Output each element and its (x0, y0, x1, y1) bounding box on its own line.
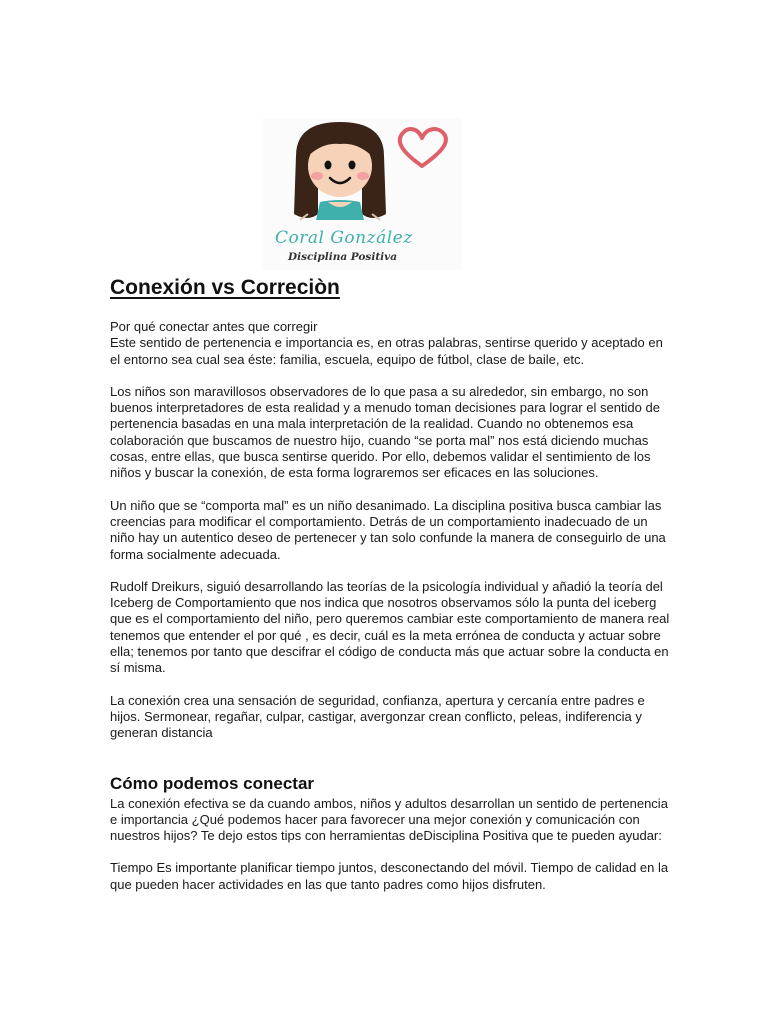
paragraph: Rudolf Dreikurs, siguió desarrollando las teorías de la psicología individual y añadió la teoría del Iceberg de Comportamiento que nos indica que nosotros observamos sólo la punta del iceberg que es el comportamiento del niño, pero queremos cambiar este comportamiento de manera real tenemos que entender el por qué , es decir, cuál es la meta errónea de conducta y actuar sobre ella; tenemos por tanto que descifrar el código de conducta más que actuar sobre la conducta en sí misma. (110, 578, 670, 676)
article-title: Conexión vs Correciòn (110, 276, 340, 299)
heart-outline-icon (394, 124, 450, 172)
paragraph: Tiempo Es importante planificar tiempo juntos, desconectando del móvil. Tiempo de calidad en la que pueden hacer actividades en las que tanto padres como hijos disfruten. (110, 860, 669, 892)
article-body (110, 273, 670, 893)
paragraph: Un niño que se “comporta mal” es un niño desanimado. La disciplina positiva busca cambiar las creencias para modificar el comportamiento. Detrás de un comportamiento inadecuado de un niño hay un autentico deseo de pertenecer y tan solo confunde la manera de conseguirlo de una forma socialmente adecuada. (110, 497, 666, 562)
brand-subtitle: Disciplina Positiva (288, 251, 398, 263)
intro-heading: Por qué conectar antes que corregir (110, 319, 318, 334)
paragraph: Los niños son maravillosos observadores de lo que pasa a su alrededor, sin embargo, no son buenos interpretadores de esta realidad y a menudo toman decisiones para lograr el sentido de pertenencia basadas en una mala interpretación de la realidad. Cuando no obtenemos esa colaboración que buscamos de nuestro hijo, cuando “se porta mal” nos está diciendo muchas cosas, entre ellas, que busca sentirse querido. Por ello, debemos validar el sentimiento de los niños y buscar la conexión, de esta forma lograremos ser eficaces en las soluciones. (110, 383, 660, 481)
brand-name: Coral González (275, 228, 413, 248)
paragraph: Este sentido de pertenencia e importancia es, en otras palabras, sentirse querido y aceptado en el entorno sea cual sea éste: familia, escuela, equipo de fútbol, clase de baile, etc. (110, 335, 663, 367)
paragraph: La conexión efectiva se da cuando ambos, niños y adultos desarrollan un sentido de pertenencia e importancia ¿Qué podemos hacer para favorecer una mejor conexión y comunicación con nuestros hijos? Te dejo estos tips con herramientas deDisciplina Positiva que te pueden ayudar: (110, 795, 668, 844)
paragraph: La conexión crea una sensación de seguridad, confianza, apertura y cercanía entre padres e hijos. Sermonear, regañar, culpar, castigar, avergonzar crean conflicto, peleas, indiferencia y generan distancia (110, 692, 645, 741)
section-heading: Cómo podemos conectar (110, 773, 315, 793)
